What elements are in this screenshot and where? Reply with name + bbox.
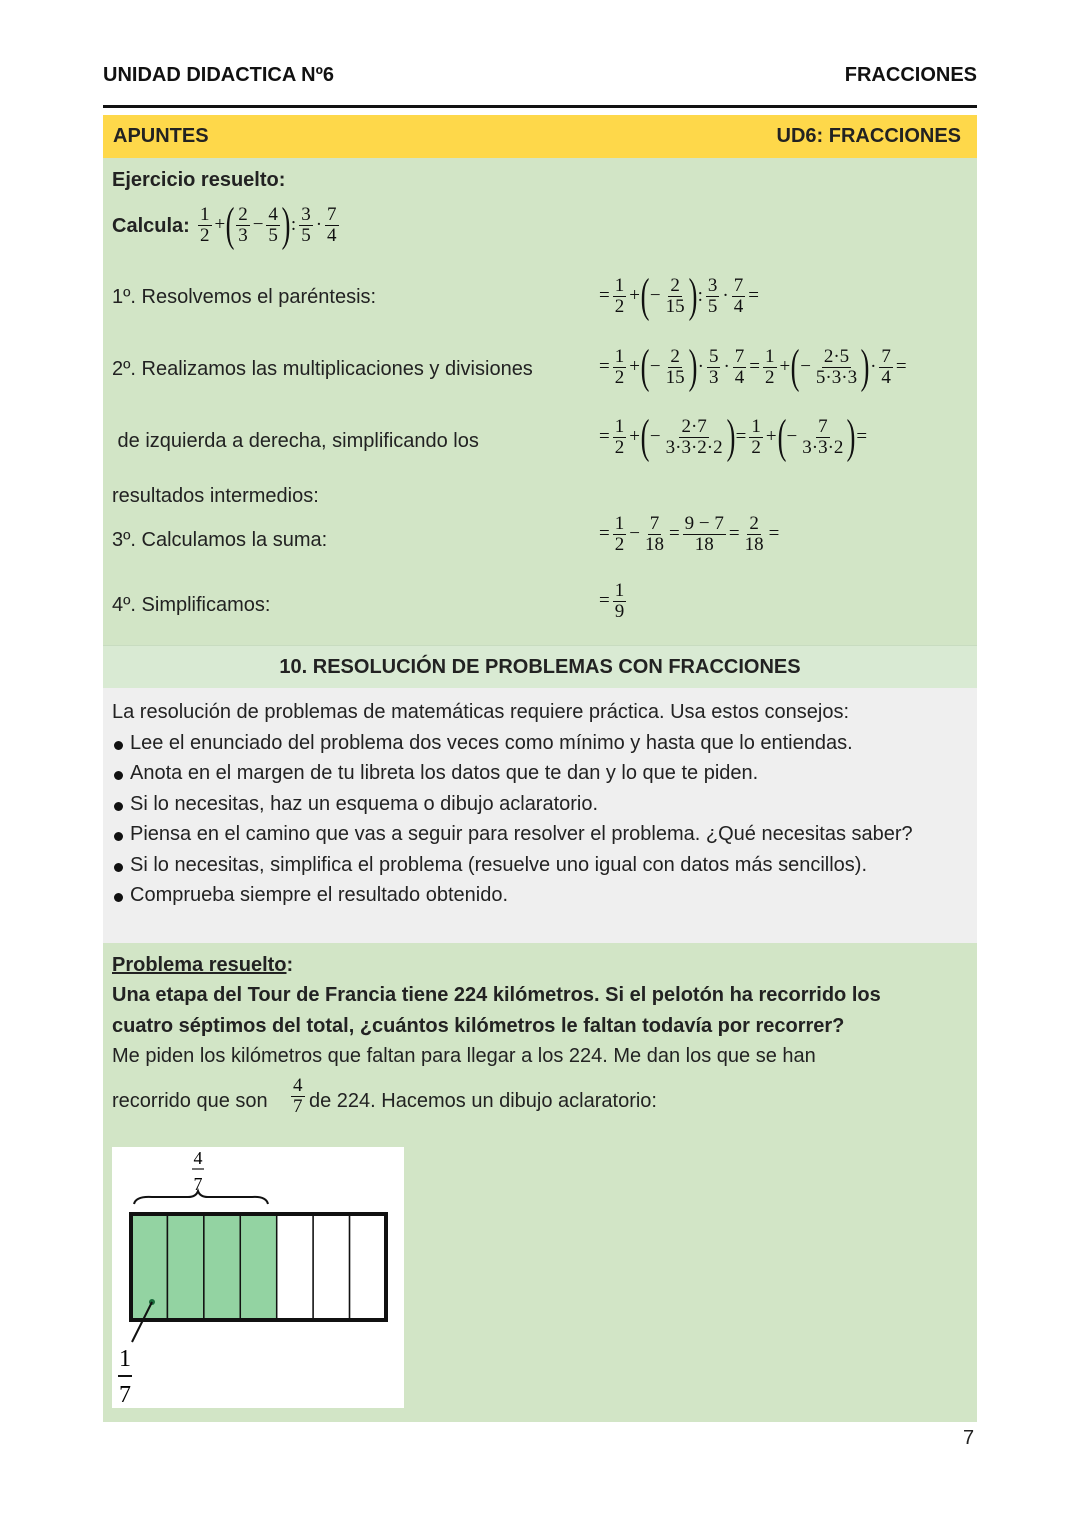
- tips-list: [112, 697, 962, 911]
- step-text: 3º. Calculamos la suma:: [112, 529, 328, 551]
- denominator: 5·3·3: [815, 366, 858, 388]
- denominator: 2: [200, 224, 210, 246]
- fraction: [299, 205, 313, 246]
- numerator: 2·5: [823, 345, 850, 367]
- math-operator: =: [748, 285, 759, 306]
- bar-left-label: APUNTES: [113, 125, 209, 147]
- math-operator: =: [599, 590, 610, 612]
- math-operator: ·: [315, 214, 323, 235]
- fraction-diagram: [112, 1147, 404, 1408]
- math-operator: =: [895, 356, 907, 377]
- numerator: 3: [301, 203, 311, 225]
- numerator: 9 − 7: [684, 513, 724, 534]
- fraction: [664, 347, 687, 388]
- parenthesis: (: [640, 340, 650, 393]
- unshaded-part: [277, 1214, 313, 1320]
- math-operator: ·: [722, 285, 729, 306]
- fraction: [613, 581, 627, 622]
- step-text: 4º. Simplificamos:: [112, 594, 271, 616]
- parenthesis: (: [777, 410, 786, 463]
- shaded-part: [240, 1214, 276, 1320]
- numerator: 2·7: [681, 415, 707, 437]
- denominator: 15: [665, 295, 685, 317]
- denominator: 4: [881, 366, 891, 388]
- numerator: 1: [614, 415, 625, 437]
- exercise-title: Ejercicio resuelto:: [112, 169, 286, 191]
- denominator: 9: [614, 600, 625, 622]
- fraction-denominator: 7: [293, 1095, 303, 1117]
- header-rule: [103, 105, 977, 108]
- numerator: 2: [238, 203, 248, 225]
- denominator: 18: [644, 533, 664, 555]
- parenthesis: ): [726, 410, 736, 463]
- fraction: [664, 276, 687, 317]
- step-text: resultados intermedios:: [112, 485, 319, 507]
- parenthesis: ): [281, 198, 291, 251]
- denominator: 18: [694, 533, 714, 555]
- parenthesis: (: [225, 198, 235, 251]
- fraction: [613, 276, 627, 317]
- denominator: 2: [614, 436, 625, 458]
- math-operator: =: [735, 426, 747, 447]
- fraction-numerator: 4: [293, 1075, 303, 1096]
- math-operator: −: [649, 426, 661, 447]
- math-operator: =: [599, 426, 610, 447]
- parenthesis: ): [688, 269, 698, 322]
- fraction: [763, 347, 777, 388]
- problem-text-1: Me piden los kilómetros que faltan para llegar a los 224. Me dan los que se han: [112, 1045, 816, 1067]
- math-operator: −: [800, 356, 811, 377]
- numerator: 7: [327, 203, 337, 225]
- problem-statement-2: cuatro séptimos del total, ¿cuántos kilómetros le faltan todavía por recorrer?: [112, 1015, 845, 1037]
- math-operator: ·: [870, 356, 877, 377]
- denominator: 2: [765, 366, 775, 388]
- fraction: [664, 417, 725, 458]
- denominator: 15: [665, 366, 685, 388]
- denominator: 3: [708, 366, 719, 388]
- shaded-part: [131, 1214, 167, 1320]
- numerator: 7: [818, 415, 828, 437]
- numerator: 7: [734, 345, 745, 367]
- step-expression: [598, 340, 908, 393]
- denominator: 4: [327, 224, 337, 246]
- bar-right-label: UD6: FRACCIONES: [776, 125, 961, 147]
- tip-item: Piensa en el camino que vas a seguir para resolver el problema. ¿Qué necesitas saber?: [112, 819, 920, 850]
- brace-denominator: 7: [193, 1174, 203, 1194]
- math-operator: +: [629, 356, 640, 377]
- math-operator: :: [697, 285, 703, 306]
- math-operator: −: [786, 426, 798, 447]
- numerator: 1: [614, 274, 625, 296]
- math-operator: −: [629, 523, 640, 545]
- math-operator: −: [649, 356, 661, 377]
- parenthesis: (: [640, 269, 650, 322]
- math-operator: =: [599, 523, 610, 545]
- page-number: 7: [963, 1427, 975, 1449]
- math-operator: =: [599, 356, 610, 377]
- fraction: [879, 347, 893, 388]
- tip-item: Anota en el margen de tu libreta los datos que te dan y lo que te piden.: [112, 758, 962, 789]
- denominator: 5: [301, 224, 311, 246]
- step-text: de izquierda a derecha, simplificando los: [112, 430, 479, 452]
- numerator: 3: [707, 274, 718, 296]
- tip-item: Lee el enunciado del problema dos veces como mínimo y hasta que lo entiendas.: [112, 728, 962, 759]
- math-operator: =: [749, 356, 760, 377]
- problem-title: Problema resuelto: [112, 954, 287, 976]
- denominator: 5: [268, 224, 278, 246]
- math-operator: :: [290, 214, 297, 235]
- math-operator: =: [668, 523, 680, 545]
- parenthesis: (: [640, 410, 650, 463]
- numerator: 1: [200, 203, 210, 225]
- denominator: 2: [614, 533, 625, 555]
- fraction: [706, 276, 720, 317]
- denominator: 3·3·2: [802, 436, 844, 458]
- parenthesis: ): [847, 410, 856, 463]
- problem-heading: [112, 954, 293, 977]
- math-operator: +: [629, 426, 640, 447]
- numerator: 4: [268, 203, 278, 225]
- section-bar: [103, 115, 977, 159]
- denominator: 4: [733, 295, 744, 317]
- fraction: [707, 347, 721, 388]
- fraction: [236, 205, 250, 246]
- fraction: [814, 347, 859, 388]
- fraction: [643, 514, 666, 555]
- unshaded-part: [350, 1214, 386, 1320]
- math-operator: +: [214, 214, 226, 235]
- math-operator: =: [599, 285, 610, 306]
- denominator: 5: [707, 295, 718, 317]
- parenthesis: (: [790, 340, 800, 393]
- denominator: 18: [744, 533, 764, 555]
- numerator: 1: [765, 345, 775, 367]
- step-expression: [598, 581, 628, 622]
- fraction: [800, 417, 845, 458]
- header-topic: FRACCIONES: [844, 64, 977, 86]
- fraction: [613, 514, 627, 555]
- step-expression: [598, 410, 868, 463]
- fraction: [683, 514, 726, 555]
- parenthesis: ): [860, 340, 870, 393]
- denominator: 4: [734, 366, 745, 388]
- denominator: 3·3·2·2: [665, 436, 723, 458]
- calc-expression: [196, 198, 341, 251]
- problem-colon: :: [286, 954, 294, 976]
- math-operator: =: [768, 523, 780, 545]
- tip-item: Si lo necesitas, haz un esquema o dibujo aclaratorio.: [112, 789, 962, 820]
- math-operator: +: [779, 356, 791, 377]
- section-title: 10. RESOLUCIÓN DE PROBLEMAS CON FRACCIONES: [103, 645, 977, 689]
- problem-fraction: [289, 1076, 307, 1117]
- numerator: 2: [670, 274, 680, 296]
- brace-numerator: 4: [193, 1148, 203, 1168]
- numerator: 2: [670, 345, 680, 367]
- numerator: 1: [751, 415, 761, 437]
- parenthesis: ): [688, 340, 698, 393]
- fraction: [743, 514, 766, 555]
- math-operator: =: [728, 523, 740, 545]
- step-expression: [598, 269, 760, 322]
- step-expression: [598, 514, 780, 555]
- denominator: 2: [614, 366, 625, 388]
- math-operator: ·: [723, 356, 730, 377]
- step-text: 2º. Realizamos las multiplicaciones y divisiones: [112, 358, 533, 380]
- denominator: 3: [238, 224, 248, 246]
- part-numerator: 1: [119, 1346, 131, 1372]
- tip-item: Si lo necesitas, simplifica el problema (resuelve uno igual con datos más sencillos).: [112, 850, 962, 881]
- fraction: [733, 347, 747, 388]
- numerator: 1: [614, 580, 625, 601]
- numerator: 7: [649, 513, 660, 534]
- shaded-part: [167, 1214, 203, 1320]
- numerator: 5: [708, 345, 719, 367]
- fraction: [266, 205, 280, 246]
- numerator: 1: [614, 345, 625, 367]
- fraction: [613, 417, 627, 458]
- fraction: [325, 205, 339, 246]
- math-operator: −: [649, 285, 661, 306]
- numerator: 1: [614, 513, 625, 534]
- tips-intro: La resolución de problemas de matemáticas requiere práctica. Usa estos consejos:: [112, 701, 850, 723]
- numerator: 7: [881, 345, 891, 367]
- math-operator: +: [765, 426, 777, 447]
- step-text: 1º. Resolvemos el paréntesis:: [112, 286, 377, 308]
- tip-item: Comprueba siempre el resultado obtenido.: [112, 880, 962, 911]
- fraction: [613, 347, 627, 388]
- fraction-bar-diagram: [112, 1147, 404, 1408]
- math-operator: ·: [697, 356, 704, 377]
- math-operator: −: [252, 214, 264, 235]
- shaded-part: [204, 1214, 240, 1320]
- fraction: [749, 417, 763, 458]
- problem-text-2b: de 224. Hacemos un dibujo aclaratorio:: [309, 1090, 657, 1112]
- fraction: [732, 276, 746, 317]
- denominator: 2: [751, 436, 761, 458]
- denominator: 2: [614, 295, 625, 317]
- part-denominator: 7: [119, 1382, 131, 1408]
- numerator: 2: [749, 513, 759, 534]
- unshaded-part: [313, 1214, 349, 1320]
- header-unit: UNIDAD DIDACTICA Nº6: [103, 64, 335, 86]
- calc-label: Calcula:: [112, 215, 190, 237]
- fraction: [198, 205, 212, 246]
- math-operator: +: [629, 285, 640, 306]
- numerator: 7: [733, 274, 744, 296]
- math-operator: =: [856, 426, 868, 447]
- problem-statement-1: Una etapa del Tour de Francia tiene 224 kilómetros. Si el pelotón ha recorrido los: [112, 984, 881, 1006]
- problem-text-2a: recorrido que son: [112, 1090, 268, 1112]
